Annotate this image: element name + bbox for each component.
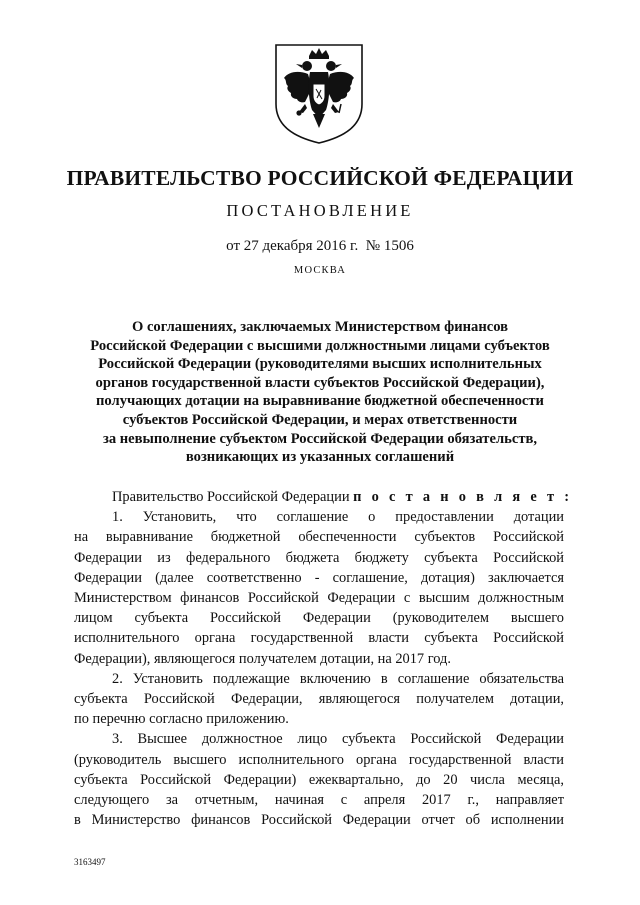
document-city: МОСКВА (293, 265, 347, 276)
document-date-line (0, 238, 640, 255)
intro-text: Правительство Российской Федерации (112, 489, 354, 505)
title-line: получающих дотации на выравнивание бюджетной обеспеченности (96, 393, 544, 410)
paragraph-line: Министерством финансов Российской Федерации с высшим должностным (74, 590, 564, 607)
paragraph-line: на выравнивание бюджетной обеспеченности субъектов Российской (74, 529, 564, 546)
document-number: 1506 (383, 238, 414, 254)
title-line: субъектов Российской Федерации, и мерах ответственности (122, 411, 518, 428)
intro-line (74, 487, 573, 507)
title-line: органов государственной власти субъектов Российской Федерации), (95, 374, 545, 391)
paragraph-line: Федерации (далее соответственно - соглашение, дотация) заключается (74, 569, 564, 586)
title-line: за невыполнение субъектом Российской Федерации обязательств, (102, 430, 538, 447)
paragraph-line: субъекта Российской Федерации) ежеквартально, до 20 числа месяца, (74, 771, 564, 788)
paragraph-3 (74, 729, 564, 830)
coat-of-arms-emblem (272, 42, 366, 146)
title-line: возникающих из указанных соглашений (185, 449, 455, 466)
paragraph-line: следующего за отчетным, начиная с апреля 2017 г., направляет (74, 792, 564, 809)
document-title (60, 318, 580, 467)
paragraph-line: в Министерство финансов Российской Федерации отчет об исполнении (74, 812, 564, 829)
title-line: О соглашениях, заключаемых Министерством финансов (131, 319, 509, 335)
document-code: 3163497 (74, 857, 106, 867)
number-label: № (365, 238, 381, 254)
decree-word: п о с т а н о в л я е т : (353, 489, 573, 505)
title-line: Российской Федерации с высшими должностными лицами субъектов (90, 337, 550, 354)
paragraph-line: 1. Установить, что соглашение о предоставлении дотации (112, 509, 564, 526)
paragraph-line: субъекта Российской Федерации, являющегося получателем дотации, (74, 691, 564, 708)
paragraph-line: лицом субъекта Российской Федерации (руководителем высшего (74, 610, 564, 627)
paragraph-line: исполнительного органа государственной власти субъекта Российской (74, 630, 564, 647)
government-name: ПРАВИТЕЛЬСТВО РОССИЙСКОЙ ФЕДЕРАЦИИ (66, 166, 574, 190)
paragraph-line: 3. Высшее должностное лицо субъекта Российской Федерации (112, 731, 564, 748)
document-date: от 27 декабря 2016 г. (226, 238, 359, 254)
title-line: Российской Федерации (руководителями высших исполнительных (98, 356, 542, 373)
paragraph-line: Федерации), являющегося получателем дотации, на 2017 год. (74, 650, 451, 667)
paragraph-line: Федерации из федерального бюджета бюджету субъекта Российской (74, 549, 564, 566)
paragraph-line: (руководитель высшего исполнительного органа государственной власти (74, 751, 564, 768)
document-type: ПОСТАНОВЛЕНИЕ (226, 201, 414, 220)
paragraph-line: 2. Установить подлежащие включению в соглашение обязательства (112, 670, 564, 687)
document-body (74, 487, 573, 830)
paragraph-2 (74, 669, 564, 730)
paragraph-line: по перечню согласно приложению. (74, 711, 289, 728)
paragraph-1 (74, 507, 564, 669)
